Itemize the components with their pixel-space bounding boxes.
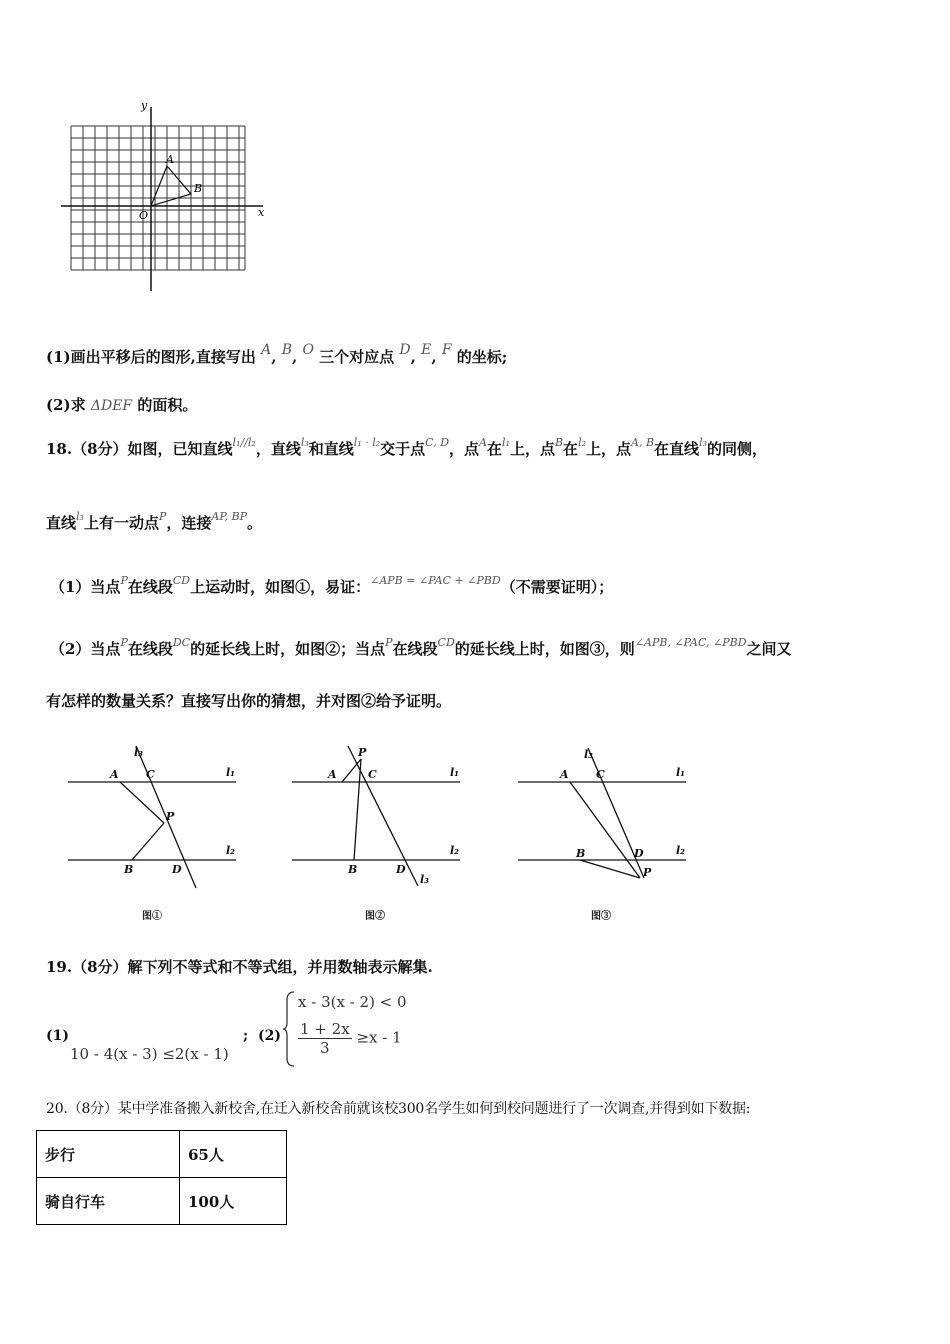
fraction-denominator: 3 <box>320 1039 330 1057</box>
q18-text: 的延长线上时，如图③，则 <box>454 640 635 658</box>
math-l1: l₁ <box>502 436 510 449</box>
math-cd: CD <box>437 636 455 649</box>
q17-p1-text-c: 的坐标; <box>456 348 508 366</box>
q18-line2 <box>46 512 262 533</box>
fig3-b-label: B <box>576 847 586 860</box>
q18-text: 在 <box>563 440 579 458</box>
math-p: P <box>120 574 128 587</box>
figure-3-caption: 图③ <box>591 911 611 922</box>
math-dc: DC <box>172 636 191 649</box>
fig3-c-label: C <box>596 768 605 781</box>
math-cd: C, D <box>425 436 450 449</box>
fig3-d-label: D <box>634 847 644 860</box>
math-p: P <box>120 636 128 649</box>
math-angle-relation: ∠APB = ∠PAC + ∠PBD <box>370 574 501 587</box>
q19-title: 19.（8分）解下列不等式和不等式组，并用数轴表示解集. <box>46 958 433 976</box>
math-f: F <box>441 342 452 358</box>
math-a: A <box>261 342 272 358</box>
q18-text: 上运动时，如图①，易证： <box>190 578 371 596</box>
fig2-l1-label: l₁ <box>450 766 459 779</box>
q18-text: 上，点 <box>509 440 555 458</box>
q18-text: 18.（8分）如图，已知直线 <box>46 440 233 458</box>
table-cell-count: 65人 <box>180 1131 287 1178</box>
q18-text: 在线段 <box>392 640 438 658</box>
q18-text: 上，点 <box>586 440 632 458</box>
math-p: P <box>158 510 167 523</box>
math-l3: l₃ <box>76 510 84 523</box>
math-l2: l₂ <box>578 436 586 449</box>
q17-p1-text-a: (1)画出平移后的图形,直接写出 <box>46 348 256 366</box>
math-ap-bp: AP, BP <box>211 510 247 523</box>
q18-line1 <box>46 438 767 459</box>
q19-part2-line1: x - 3(x - 2) < 0 <box>298 993 407 1011</box>
math-a: A <box>479 436 487 449</box>
fig3-l2-label: l₂ <box>676 844 685 857</box>
fig2-d-label: D <box>396 863 406 876</box>
math-angles: ∠APB, ∠PAC, ∠PBD <box>634 636 747 649</box>
figure-2 <box>292 746 460 886</box>
fig2-l2-label: l₂ <box>450 844 459 857</box>
fig3-l3-label: l₃ <box>584 748 593 761</box>
math-l3: l₃ <box>699 436 707 449</box>
coordinate-grid-figure <box>55 95 285 305</box>
q18-text: 在 <box>486 440 502 458</box>
fig1-p-label: P <box>166 810 175 823</box>
point-o-label: O <box>139 209 149 222</box>
fig1-l1-label: l₁ <box>226 766 235 779</box>
q18-text: 和直线 <box>308 440 354 458</box>
q17-p2-text-b: 的面积。 <box>137 396 198 414</box>
q19-part2-label: (2) <box>258 1028 281 1044</box>
fig2-l3-label: l₃ <box>420 873 429 886</box>
math-p: P <box>385 636 393 649</box>
q19-part2-line2 <box>298 1020 402 1057</box>
q18-text: （不需要证明）； <box>500 578 614 596</box>
q18-text: 直线 <box>46 514 77 532</box>
q18-text: 交于点 <box>380 440 426 458</box>
q18-part2 <box>50 638 792 659</box>
q18-figures <box>60 738 700 928</box>
math-e: E <box>421 342 432 358</box>
q18-text: 的延长线上时，如图②；当点 <box>190 640 386 658</box>
fig2-a-label: A <box>328 768 337 781</box>
figure-2-caption: 图② <box>365 911 385 922</box>
point-b-label: B <box>194 182 203 195</box>
q18-text: ，直线 <box>255 440 301 458</box>
fig1-l2-label: l₂ <box>226 844 235 857</box>
q18-line5: 有怎样的数量关系？直接写出你的猜想，并对图②给予证明。 <box>46 692 452 710</box>
fig2-p-label: P <box>358 746 367 759</box>
table-cell-mode: 步行 <box>37 1131 180 1178</box>
math-l1-l2: l₁ · l₂ <box>353 436 381 449</box>
q19-part1-label: (1) <box>46 1028 69 1044</box>
fig1-a-label: A <box>110 768 119 781</box>
fig3-l1-label: l₁ <box>676 766 685 779</box>
q20-data-table <box>36 1130 287 1225</box>
math-parallel: l₁//l₂ <box>232 436 256 449</box>
y-axis-label: y <box>141 99 148 112</box>
math-ab: A, B <box>631 436 655 449</box>
q18-text: 在线段 <box>127 640 173 658</box>
q18-text: （1）当点 <box>50 578 121 596</box>
brace-icon <box>282 990 296 1068</box>
fig3-p-label: P <box>643 866 652 879</box>
q18-text: 上有一动点 <box>83 514 159 532</box>
q18-text: ，连接 <box>166 514 212 532</box>
figure-3 <box>518 748 686 879</box>
fig1-c-label: C <box>146 768 155 781</box>
table-cell-mode: 骑自行车 <box>37 1178 180 1225</box>
fig2-c-label: C <box>368 768 377 781</box>
q18-text: ，点 <box>449 440 480 458</box>
q18-text: 在线段 <box>127 578 173 596</box>
fig2-b-label: B <box>348 863 358 876</box>
q18-text: 在直线 <box>654 440 700 458</box>
q18-text: 。 <box>247 514 263 532</box>
math-d: D <box>399 342 411 358</box>
point-a-label: A <box>166 153 174 166</box>
math-triangle-def: ΔDEF <box>90 398 133 414</box>
fig1-b-label: B <box>124 863 134 876</box>
math-cd: CD <box>172 574 191 587</box>
figure-1 <box>68 746 236 888</box>
q20-title: 20.（8分）某中学准备搬入新校舍,在迁入新校舍前就该校300名学生如何到校问题进行了一次调查,并得到如下数据: <box>46 1101 751 1117</box>
math-b: B <box>281 342 292 358</box>
q18-part1 <box>50 576 613 597</box>
q17-p1-text-b: 三个对应点 <box>319 348 395 366</box>
math-b: B <box>554 436 564 449</box>
table-row <box>37 1178 287 1225</box>
figure-1-caption: 图① <box>142 911 162 922</box>
q18-text: 的同侧， <box>707 440 768 458</box>
grid-lines <box>71 126 245 270</box>
fig3-a-label: A <box>560 768 569 781</box>
fig1-d-label: D <box>172 863 182 876</box>
table-row <box>37 1131 287 1178</box>
q17-part2 <box>46 394 197 415</box>
math-o: O <box>302 342 314 358</box>
q19-part1-expr: 10 - 4(x - 3) ≤2(x - 1) <box>70 1045 229 1063</box>
q17-part1: (1)画出平移后的图形,直接写出 A, B, O 三个对应点 D, E, F 的坐标; <box>46 342 508 366</box>
q17-p2-text-a: (2)求 <box>46 396 86 414</box>
fraction-numerator: 1 + 2x <box>300 1020 350 1038</box>
q18-text: 之间又 <box>746 640 792 658</box>
fig1-l3-label: l₃ <box>134 746 143 759</box>
fraction <box>298 1020 352 1057</box>
table-cell-count: 100人 <box>180 1178 287 1225</box>
q19-part2-rhs: ≥x - 1 <box>356 1028 402 1047</box>
math-l3: l₃ <box>300 436 309 449</box>
q18-text: （2）当点 <box>50 640 121 658</box>
q19-separator: ; <box>243 1028 249 1044</box>
x-axis-label: x <box>258 206 265 219</box>
